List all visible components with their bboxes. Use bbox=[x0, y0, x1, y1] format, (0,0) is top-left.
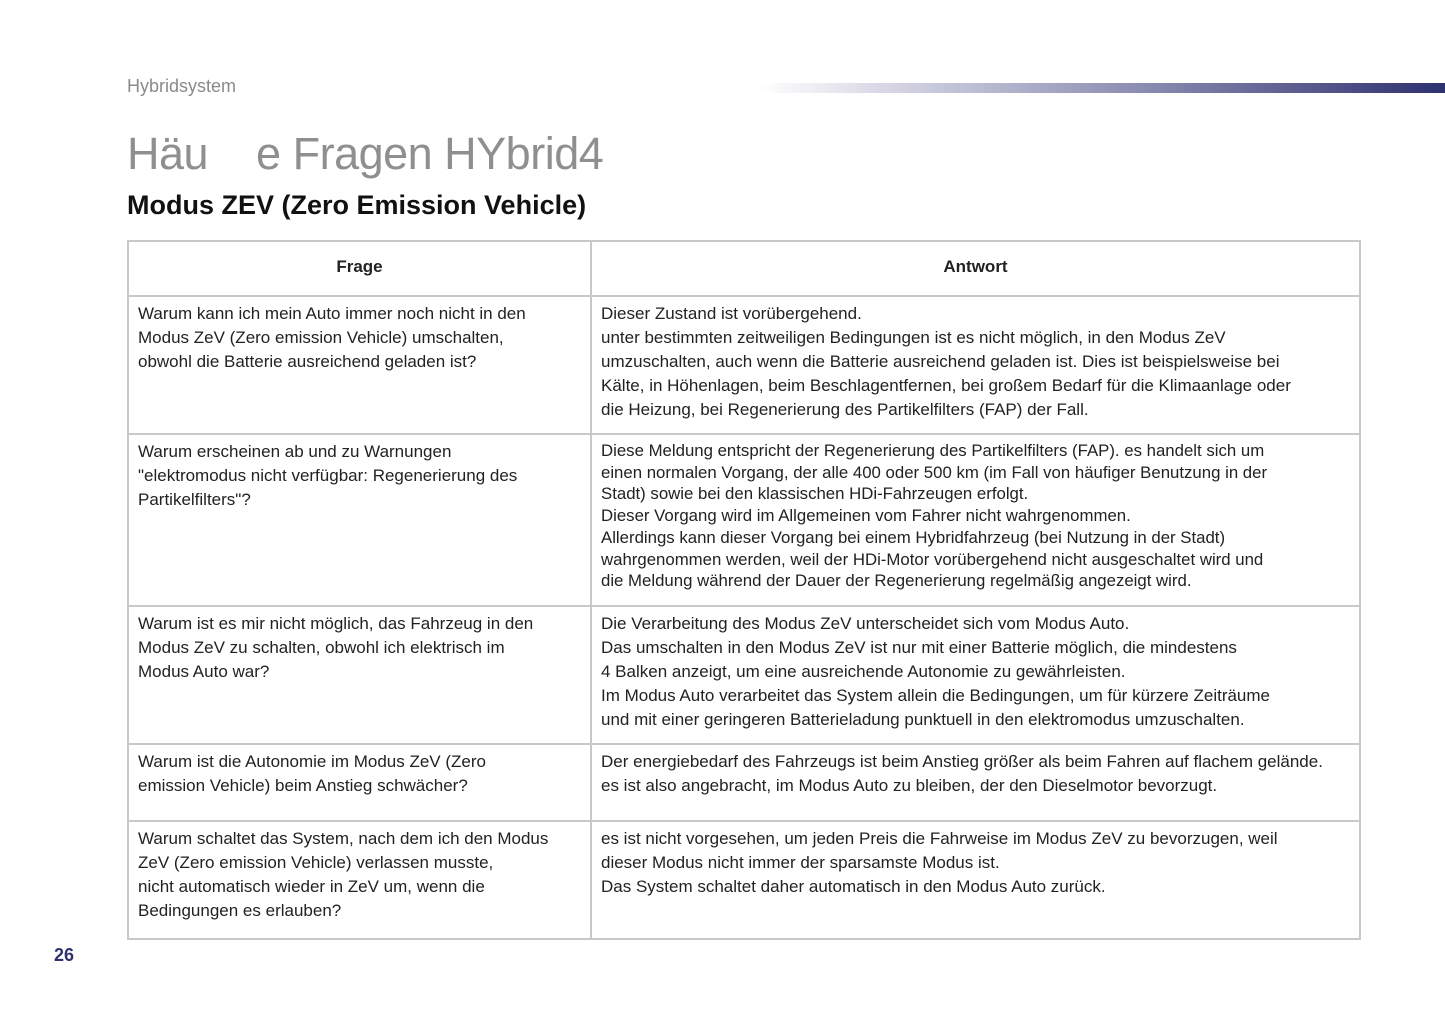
text-line: Warum ist es mir nicht möglich, das Fahrzeug in den bbox=[138, 614, 534, 633]
text-line: umzuschalten, auch wenn die Batterie ausreichend geladen ist. Dies ist beispielsweise bei bbox=[601, 352, 1280, 371]
column-header-frage: Frage bbox=[128, 241, 591, 296]
text-line: Warum kann ich mein Auto immer noch nicht in den bbox=[138, 304, 526, 323]
text-line: Dieser Zustand ist vorübergehend. bbox=[601, 304, 862, 323]
text-line: Stadt) sowie bei den klassischen HDi-Fahrzeugen erfolgt. bbox=[601, 484, 1029, 504]
text-line: Bedingungen es erlauben? bbox=[138, 901, 342, 920]
question-cell bbox=[128, 744, 591, 821]
answer-cell bbox=[591, 744, 1360, 821]
text-line: Modus Auto war? bbox=[138, 662, 270, 681]
text-line: es ist also angebracht, im Modus Auto zu bleiben, der den Dieselmotor bevorzugt. bbox=[601, 776, 1218, 795]
text-line: Die Verarbeitung des Modus ZeV unterscheidet sich vom Modus Auto. bbox=[601, 614, 1130, 633]
text-line: Allerdings kann dieser Vorgang bei einem Hybridfahrzeug (bei Nutzung in der Stadt) bbox=[601, 527, 1226, 547]
page-title: Häu e Fragen HYbrid4 bbox=[127, 128, 604, 179]
text-line: Das System schaltet daher automatisch in den Modus Auto zurück. bbox=[601, 877, 1106, 896]
answer-cell bbox=[591, 821, 1360, 939]
text-line: Warum schaltet das System, nach dem ich den Modus bbox=[138, 829, 549, 848]
answer-cell bbox=[591, 434, 1360, 606]
text-line: wahrgenommen werden, weil der HDi-Motor vorübergehend nicht ausgeschaltet wird und bbox=[601, 549, 1264, 569]
table-row bbox=[128, 821, 1360, 939]
text-line: die Meldung während der Dauer der Regenerierung regelmäßig angezeigt wird. bbox=[601, 571, 1192, 591]
text-line: Das umschalten in den Modus ZeV ist nur mit einer Batterie möglich, die mindestens bbox=[601, 638, 1237, 657]
section-subtitle: Modus ZEV (Zero Emission Vehicle) bbox=[127, 190, 587, 220]
text-line: es ist nicht vorgesehen, um jeden Preis die Fahrweise im Modus ZeV zu bevorzugen, weil bbox=[601, 829, 1278, 848]
text-line: die Heizung, bei Regenerierung des Partikelfilters (FAP) der Fall. bbox=[601, 400, 1089, 419]
question-cell bbox=[128, 434, 591, 606]
text-line: Im Modus Auto verarbeitet das System allein die Bedingungen, um für kürzere Zeiträume bbox=[601, 686, 1271, 705]
question-cell bbox=[128, 296, 591, 434]
table-row bbox=[128, 606, 1360, 744]
faq-table bbox=[127, 240, 1361, 940]
text-line: ZeV (Zero emission Vehicle) verlassen musste, bbox=[138, 853, 494, 872]
table-row bbox=[128, 434, 1360, 606]
text-line: emission Vehicle) beim Anstieg schwächer? bbox=[138, 776, 468, 795]
column-header-antwort: Antwort bbox=[591, 241, 1360, 296]
text-line: nicht automatisch wieder in ZeV um, wenn die bbox=[138, 877, 485, 896]
text-line: unter bestimmten zeitweiligen Bedingungen ist es nicht möglich, in den Modus ZeV bbox=[601, 328, 1226, 347]
text-line: einen normalen Vorgang, der alle 400 oder 500 km (im Fall von häufiger Benutzung in der bbox=[601, 462, 1268, 482]
text-line: Warum ist die Autonomie im Modus ZeV (Zero bbox=[138, 752, 486, 771]
text-line: und mit einer geringeren Batterieladung punktuell in den elektromodus umzuschalten. bbox=[601, 710, 1245, 729]
text-line: "elektromodus nicht verfügbar: Regenerierung des bbox=[138, 466, 518, 485]
section-label: Hybridsystem bbox=[127, 76, 237, 96]
text-line: Partikelfilters"? bbox=[138, 490, 251, 509]
text-line: Diese Meldung entspricht der Regenerierung des Partikelfilters (FAP). es handelt sich um bbox=[601, 441, 1265, 460]
table-header-row bbox=[128, 241, 1360, 296]
table-row bbox=[128, 296, 1360, 434]
text-line: dieser Modus nicht immer der sparsamste Modus ist. bbox=[601, 853, 1000, 872]
answer-cell bbox=[591, 606, 1360, 744]
text-line: 4 Balken anzeigt, um eine ausreichende Autonomie zu gewährleisten. bbox=[601, 662, 1126, 681]
text-line: obwohl die Batterie ausreichend geladen ist? bbox=[138, 352, 477, 371]
text-line: Der energiebedarf des Fahrzeugs ist beim Anstieg größer als beim Fahren auf flachem gelände. bbox=[601, 752, 1323, 771]
page-number: 26 bbox=[54, 945, 75, 965]
text-line: Kälte, in Höhenlagen, beim Beschlagentfernen, bei großem Bedarf für die Klimaanlage oder bbox=[601, 376, 1291, 395]
header-gradient-bar bbox=[760, 83, 1445, 93]
text-line: Warum erscheinen ab und zu Warnungen bbox=[138, 442, 452, 461]
text-line: Modus ZeV zu schalten, obwohl ich elektrisch im bbox=[138, 638, 505, 657]
text-line: Modus ZeV (Zero emission Vehicle) umschalten, bbox=[138, 328, 504, 347]
question-cell bbox=[128, 821, 591, 939]
answer-cell bbox=[591, 296, 1360, 434]
text-line: Dieser Vorgang wird im Allgemeinen vom Fahrer nicht wahrgenommen. bbox=[601, 506, 1131, 526]
question-cell bbox=[128, 606, 591, 744]
table-row bbox=[128, 744, 1360, 821]
